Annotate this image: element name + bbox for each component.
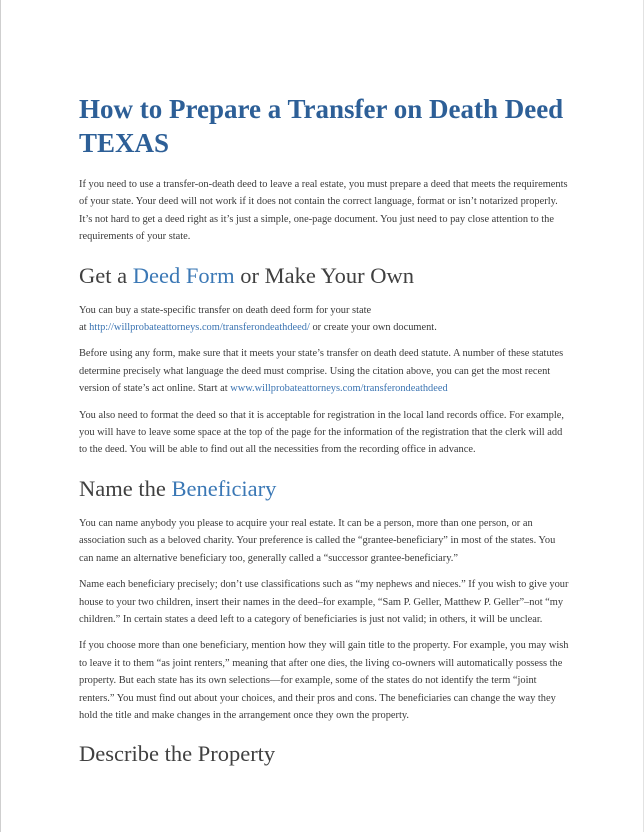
deed-form-paragraph-1 <box>79 302 571 337</box>
deed-form-paragraph-3: You also need to format the deed so that it is acceptable for registration in the local land records office. For example, you will have to leave some space at the top of the page for the information of the registration that the clerk will add to the deed. You will be able to find out all the necessities from the recording office in advance. <box>79 409 564 456</box>
statute-link[interactable]: www.willprobateattorneys.com/transferondeathdeed <box>230 383 448 395</box>
beneficiary-paragraph-3: If you choose more than one beneficiary, mention how they will gain title to the property. For example, you may wish to leave it to them “as joint renters,” meaning that after one dies, the living co-owners will automatically possess the property. But each state has its own selections—for example, some of the states do not identify the term “joint renters.” You must find out about your choices, and their pros and cons. The beneficiaries can change the way they hold the title and make changes in the arrangement once they own the property. <box>79 640 569 721</box>
paragraph-text: You can buy a state-specific transfer on death deed form for your state <box>79 304 372 316</box>
section-heading-property: Describe the Property <box>79 741 276 767</box>
document-content <box>79 92 571 780</box>
heading-text: or Make Your Own <box>234 262 414 288</box>
beneficiary-paragraph-2: Name each beneficiary precisely; don’t use classifications such as “my nephews and nieces.” If you wish to give your house to your two children, insert their names in the deed–for example, “Sam P. Geller, Matthew P. Geller”–not “my children.” In certain states a deed left to a category of beneficiaries is just not valid; in others, it will be unclear. <box>79 579 569 625</box>
beneficiary-paragraph-1: You can name anybody you please to acquire your real estate. It can be a person, more than one person, or an association such as a beloved charity. Your preference is called the “grantee-beneficiary” in most of the states. You can name an alternative beneficiary too, generally called a “successor grantee-beneficiary.” <box>79 517 556 564</box>
deed-form-paragraph-2 <box>79 345 571 397</box>
document-title: How to Prepare a Transfer on Death Deed TEXAS <box>79 94 564 158</box>
intro-paragraph: If you need to use a transfer-on-death deed to leave a real estate, you must prepare a deed that meets the requirements of your state. Your deed will not work if it does not contain the correct language, format or isn’t notarized properly. It’s not hard to get a deed right as it’s just a simple, one-page document. You just need to pay close attention to the requirements of your state. <box>79 179 568 243</box>
heading-text: Get a <box>79 262 133 288</box>
paragraph-text: Before using any form, make sure that it meets your state’s transfer on death deed statute. A number of these statutes determine precisely what language the deed must comprise. Using the citation above, you can get the most recent version of state’s act online. Start at <box>79 348 564 395</box>
section-heading-beneficiary <box>79 475 571 503</box>
heading-text: Name the <box>79 475 172 501</box>
heading-accent-beneficiary[interactable]: Beneficiary <box>171 475 277 501</box>
section-heading-deed-form <box>79 262 571 290</box>
paragraph-text: at <box>79 322 90 334</box>
heading-accent-deed-form[interactable]: Deed Form <box>132 262 235 288</box>
form-link[interactable]: http://willprobateattorneys.com/transferondeathdeed/ <box>89 322 310 334</box>
paragraph-text: or create your own document. <box>309 322 437 334</box>
